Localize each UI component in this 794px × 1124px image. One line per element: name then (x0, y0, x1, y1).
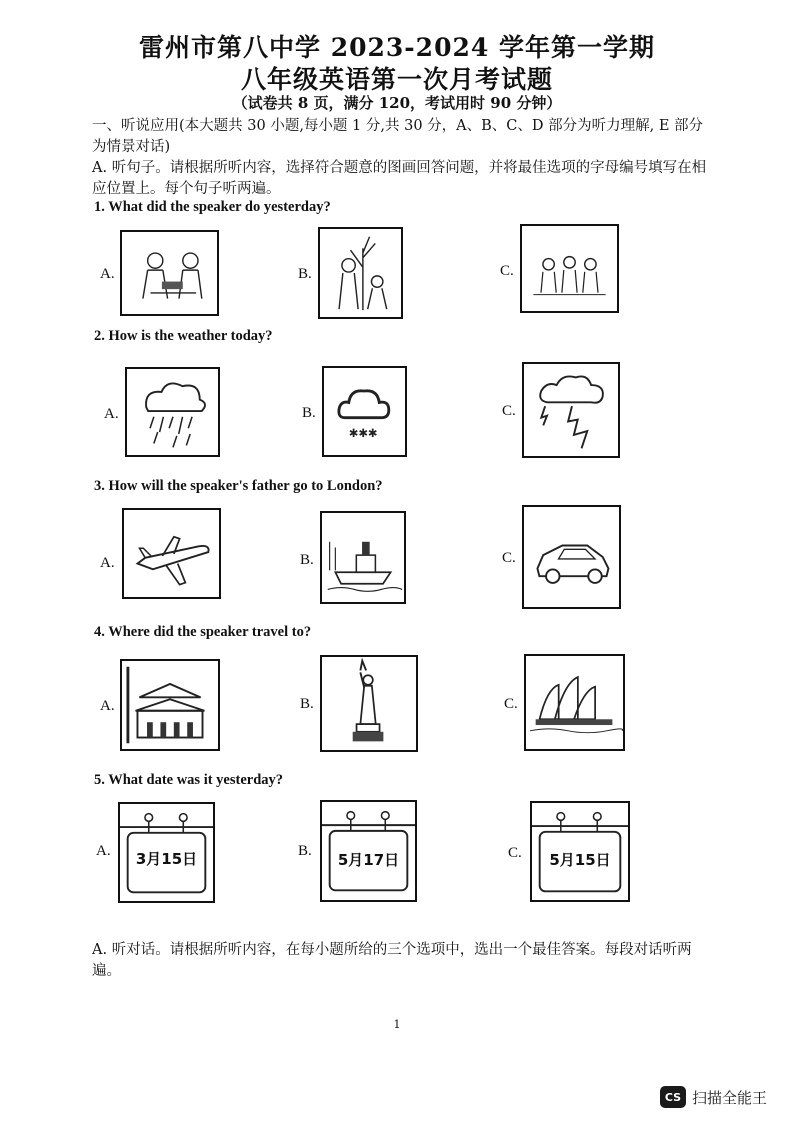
q1-option-b-tree-planting-image (318, 227, 403, 319)
page-number: 1 (393, 1018, 401, 1031)
question-3: 3. How will the speaker's father go to London? (94, 478, 383, 494)
q2-option-a-label: A. (104, 406, 119, 422)
q5-option-b-date: 5月17日 (337, 851, 400, 869)
q4-option-b-statue-of-liberty-image (320, 655, 418, 752)
q2-option-a-rain-image (125, 367, 220, 457)
q4-option-b-label: B. (300, 696, 314, 712)
q5-option-c-date: 5月15日 (549, 851, 611, 869)
q3-option-a-label: A. (100, 555, 115, 571)
camscanner-logo-icon: CS (660, 1086, 686, 1108)
question-2: 2. How is the weather today? (94, 328, 273, 344)
q1-option-a-label: A. (100, 266, 115, 282)
q5-option-c-label: C. (508, 845, 522, 861)
q2-option-c-thunderstorm-image (522, 362, 620, 458)
camscanner-label: 扫描全能王 (692, 1088, 768, 1107)
exam-title-line2: 八年级英语第一次月考试题 (240, 65, 553, 94)
q4-option-c-sydney-opera-house-image (524, 654, 625, 751)
exam-title-line1: 雷州市第八中学 2023-2024 学年第一学期 (139, 33, 655, 62)
q5-option-a-date: 3月15日 (135, 850, 198, 868)
q1-option-b-label: B. (298, 266, 312, 282)
q3-option-c-car-image (522, 505, 621, 609)
q1-option-c-label: C. (500, 263, 514, 279)
q5-option-b-label: B. (298, 843, 312, 859)
question-5: 5. What date was it yesterday? (94, 772, 284, 788)
q4-option-c-label: C. (504, 696, 518, 712)
q3-option-b-ship-image (320, 511, 406, 604)
q3-option-b-label: B. (300, 552, 314, 568)
exam-subtitle: （试卷共 8 页，满分 120，考试用时 90 分钟） (232, 94, 562, 112)
next-part-instructions: A. 听对话。请根据所听内容，在每小题所给的三个选项中，选出一个最佳答案。每段对话听两遍。 (92, 942, 692, 979)
q2-option-c-label: C. (502, 403, 516, 419)
question-4: 4. Where did the speaker travel to? (94, 624, 312, 640)
part-a-instructions: A. 听句子。请根据所听内容，选择符合题意的图画回答问题，并将最佳选项的字母编号填写在相应位置上。每个句子听两遍。 (92, 160, 707, 197)
q2-option-b-snow-image (322, 366, 407, 457)
q4-option-a-tiananmen-image (120, 659, 220, 751)
q3-option-a-plane-image (122, 508, 221, 599)
question-1: 1. What did the speaker do yesterday? (94, 199, 331, 215)
q5-option-a-label: A. (96, 843, 111, 859)
q1-option-a-chess-image (120, 230, 219, 316)
svg-text:✱✱✱: ✱✱✱ (348, 425, 378, 440)
scanner-watermark (660, 1084, 790, 1110)
section-intro: 一、听说应用(本大题共 30 小题,每小题 1 分,共 30 分，A、B、C、D 部分为听力理解, E 部分为情景对话) (92, 118, 704, 155)
q3-option-c-label: C. (502, 550, 516, 566)
q2-option-b-label: B. (302, 405, 316, 421)
q1-option-c-people-image (520, 224, 619, 313)
q4-option-a-label: A. (100, 698, 115, 714)
